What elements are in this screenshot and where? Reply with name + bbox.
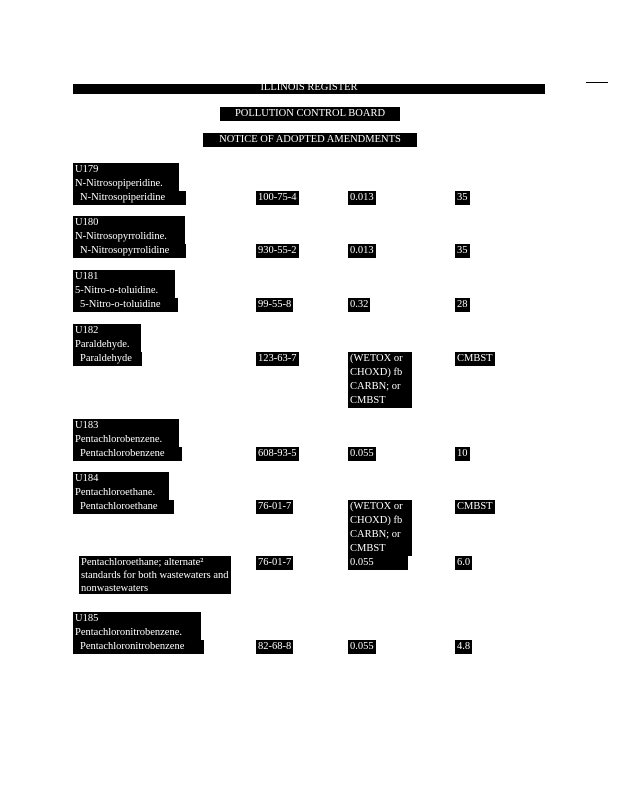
notice-title: NOTICE OF ADOPTED AMENDMENTS: [203, 133, 417, 147]
nonwastewater-standard: CMBST: [457, 353, 493, 364]
chemical-name: Pentachlorobenzene.: [73, 433, 179, 447]
constituent-name: 5-Nitro-o-toluidine: [73, 298, 178, 312]
chemical-name: 5-Nitro-o-toluidine.: [73, 284, 175, 298]
constituent-name: N-Nitrosopyrrolidine: [73, 244, 186, 258]
wastewater-standard: 0.32: [350, 299, 369, 310]
nonwastewater-standard: 35: [457, 192, 468, 203]
waste-code: U184: [73, 472, 169, 486]
nonwastewater-standard: 35: [457, 245, 468, 256]
nonwastewater-standard: 28: [457, 299, 468, 310]
wastewater-standard: 0.055: [348, 556, 408, 570]
waste-code: U183: [73, 419, 179, 433]
chemical-name: Pentachloroethane.: [73, 486, 169, 500]
corner-mark: [586, 82, 608, 83]
waste-code: U182: [73, 324, 141, 338]
waste-code: U185: [73, 612, 201, 626]
cas-number: 100-75-4: [258, 192, 297, 203]
waste-code: U180: [73, 216, 185, 230]
nonwastewater-standard: 4.8: [457, 641, 471, 652]
cas-number: 99-55-8: [258, 299, 292, 310]
cas-number: 930-55-2: [258, 245, 297, 256]
chemical-name: Pentachloronitrobenzene.: [73, 626, 201, 640]
register-title: ILLINOIS REGISTER: [260, 82, 358, 93]
nonwastewater-standard: 10: [457, 448, 468, 459]
wastewater-standard: (WETOX or CHOXD) fb CARBN; or CMBST: [348, 500, 412, 556]
constituent-name: Pentachloronitrobenzene: [73, 640, 204, 654]
wastewater-standard: 0.013: [350, 192, 374, 203]
wastewater-standard: 0.013: [350, 245, 374, 256]
alternate-standard-note: Pentachloroethane; alternate² standards for both wastewaters and nonwastewaters: [79, 556, 231, 594]
wastewater-standard: 0.055: [350, 448, 374, 459]
constituent-name: N-Nitrosopiperidine: [73, 191, 186, 205]
waste-code: U179: [73, 163, 179, 177]
chemical-name: Paraldehyde.: [73, 338, 141, 352]
waste-code: U181: [73, 270, 175, 284]
nonwastewater-standard: CMBST: [457, 501, 493, 512]
constituent-name: Paraldehyde: [73, 352, 142, 366]
nonwastewater-standard: 6.0: [457, 557, 471, 568]
constituent-name: Pentachlorobenzene: [73, 447, 182, 461]
wastewater-standard: (WETOX or CHOXD) fb CARBN; or CMBST: [348, 352, 412, 408]
cas-number: 76-01-7: [258, 501, 292, 512]
cas-number: 76-01-7: [258, 557, 292, 568]
constituent-name: Pentachloroethane: [73, 500, 174, 514]
chemical-name: N-Nitrosopiperidine.: [73, 177, 179, 191]
cas-number: 123-63-7: [258, 353, 297, 364]
cas-number: 608-93-5: [258, 448, 297, 459]
wastewater-standard: 0.055: [350, 641, 374, 652]
cas-number: 82-68-8: [258, 641, 292, 652]
agency-title: POLLUTION CONTROL BOARD: [220, 107, 400, 121]
chemical-name: N-Nitrosopyrrolidine.: [73, 230, 185, 244]
